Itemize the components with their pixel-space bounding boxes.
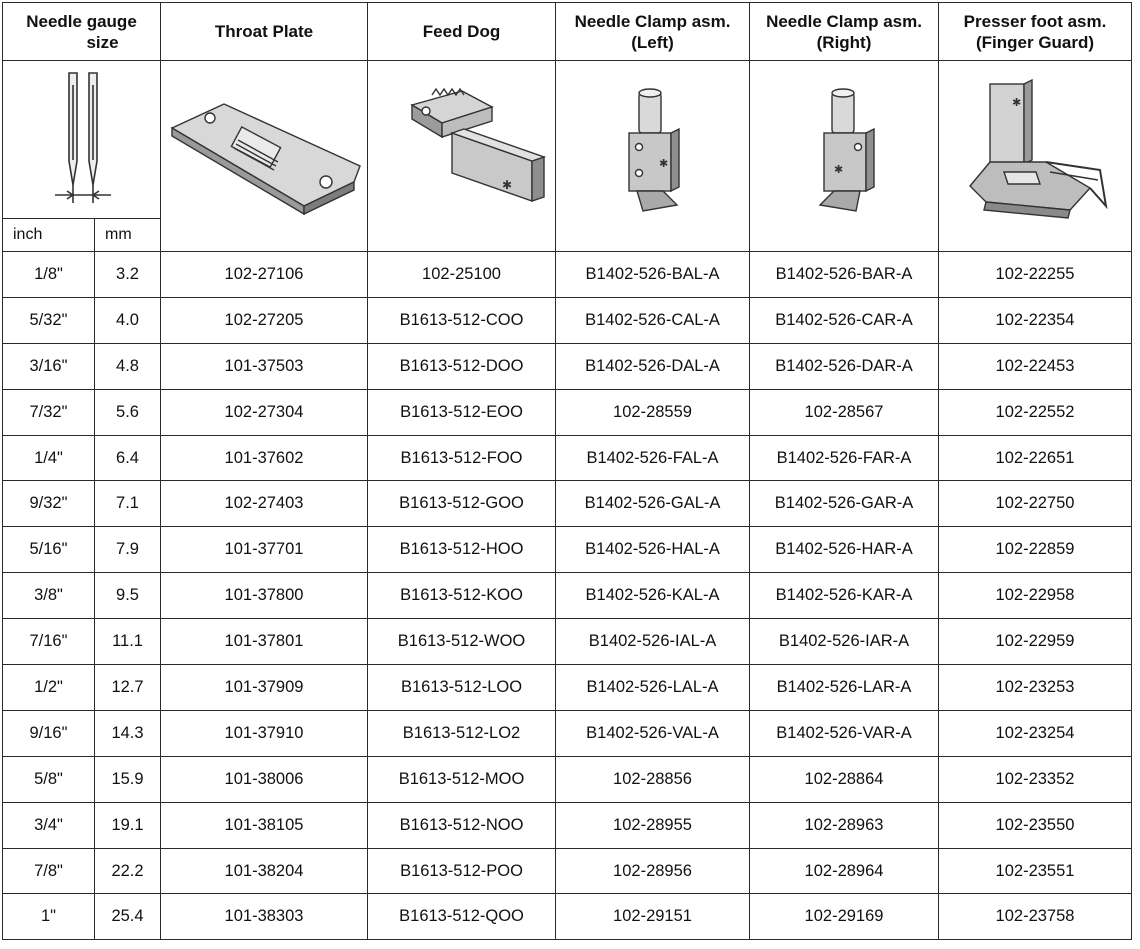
cell-feed-dog: B1613-512-POO — [368, 848, 556, 894]
cell-needle-clamp-left: B1402-526-CAL-A — [556, 297, 750, 343]
header-feed-dog: Feed Dog — [368, 3, 556, 61]
cell-inch: 5/8" — [3, 756, 95, 802]
needle-gauge-icon — [7, 65, 157, 215]
header-needle-clamp-right-line1: Needle Clamp asm. — [766, 11, 922, 31]
cell-inch: 1/8" — [3, 252, 95, 298]
cell-presser-foot: 102-22354 — [939, 297, 1132, 343]
cell-mm: 11.1 — [95, 619, 161, 665]
cell-mm: 12.7 — [95, 665, 161, 711]
cell-needle-clamp-left: B1402-526-KAL-A — [556, 573, 750, 619]
needle-clamp-left-illustration — [556, 61, 750, 252]
cell-presser-foot: 102-23352 — [939, 756, 1132, 802]
feed-dog-icon — [372, 81, 552, 231]
cell-throat-plate: 102-27403 — [161, 481, 368, 527]
throat-plate-icon — [164, 86, 364, 226]
cell-needle-clamp-left: B1402-526-FAL-A — [556, 435, 750, 481]
header-needle-clamp-left-line2: (Left) — [631, 32, 674, 52]
cell-needle-clamp-left: B1402-526-HAL-A — [556, 527, 750, 573]
svg-text:✱: ✱ — [1012, 97, 1022, 109]
header-needle-gauge-line1: Needle gauge — [26, 11, 137, 31]
cell-needle-clamp-left: B1402-526-GAL-A — [556, 481, 750, 527]
table-row — [3, 665, 1132, 711]
cell-presser-foot: 102-23758 — [939, 894, 1132, 940]
cell-needle-clamp-right: B1402-526-KAR-A — [750, 573, 939, 619]
cell-feed-dog: B1613-512-HOO — [368, 527, 556, 573]
cell-mm: 7.9 — [95, 527, 161, 573]
table-row — [3, 435, 1132, 481]
table-row — [3, 252, 1132, 298]
cell-mm: 3.2 — [95, 252, 161, 298]
table-row — [3, 756, 1132, 802]
cell-presser-foot: 102-23253 — [939, 665, 1132, 711]
header-presser-foot — [939, 3, 1132, 61]
table-row — [3, 389, 1132, 435]
cell-throat-plate: 101-38303 — [161, 894, 368, 940]
cell-needle-clamp-right: B1402-526-DAR-A — [750, 343, 939, 389]
header-needle-clamp-right — [750, 3, 939, 61]
cell-presser-foot: 102-23550 — [939, 802, 1132, 848]
cell-feed-dog: B1613-512-GOO — [368, 481, 556, 527]
cell-needle-clamp-left: 102-28559 — [556, 389, 750, 435]
header-needle-gauge-line2: size — [86, 32, 119, 52]
needle-gauge-illustration — [3, 61, 161, 219]
cell-mm: 22.2 — [95, 848, 161, 894]
table-row — [3, 573, 1132, 619]
cell-needle-clamp-right: B1402-526-HAR-A — [750, 527, 939, 573]
cell-mm: 5.6 — [95, 389, 161, 435]
cell-feed-dog: B1613-512-EOO — [368, 389, 556, 435]
cell-throat-plate: 101-38204 — [161, 848, 368, 894]
cell-inch: 7/16" — [3, 619, 95, 665]
cell-throat-plate: 102-27106 — [161, 252, 368, 298]
cell-mm: 6.4 — [95, 435, 161, 481]
cell-needle-clamp-right: 102-28864 — [750, 756, 939, 802]
cell-mm: 25.4 — [95, 894, 161, 940]
cell-throat-plate: 101-38105 — [161, 802, 368, 848]
cell-mm: 14.3 — [95, 710, 161, 756]
cell-mm: 4.0 — [95, 297, 161, 343]
cell-presser-foot: 102-23551 — [939, 848, 1132, 894]
cell-feed-dog: B1613-512-COO — [368, 297, 556, 343]
cell-feed-dog: B1613-512-MOO — [368, 756, 556, 802]
cell-presser-foot: 102-22859 — [939, 527, 1132, 573]
cell-inch: 5/32" — [3, 297, 95, 343]
cell-needle-clamp-right: B1402-526-LAR-A — [750, 665, 939, 711]
cell-throat-plate: 101-37701 — [161, 527, 368, 573]
cell-presser-foot: 102-22651 — [939, 435, 1132, 481]
cell-inch: 3/8" — [3, 573, 95, 619]
cell-feed-dog: B1613-512-LO2 — [368, 710, 556, 756]
cell-inch: 7/32" — [3, 389, 95, 435]
header-needle-clamp-right-line2: (Right) — [816, 32, 872, 52]
header-needle-gauge-size — [3, 3, 161, 61]
cell-presser-foot: 102-22453 — [939, 343, 1132, 389]
needle-clamp-left-icon — [593, 81, 713, 231]
table-row — [3, 710, 1132, 756]
cell-needle-clamp-left: B1402-526-DAL-A — [556, 343, 750, 389]
cell-needle-clamp-right: B1402-526-VAR-A — [750, 710, 939, 756]
cell-needle-clamp-left: B1402-526-IAL-A — [556, 619, 750, 665]
cell-needle-clamp-right: 102-28963 — [750, 802, 939, 848]
cell-needle-clamp-left: B1402-526-VAL-A — [556, 710, 750, 756]
needle-clamp-right-illustration — [750, 61, 939, 252]
cell-throat-plate: 102-27205 — [161, 297, 368, 343]
table-row — [3, 343, 1132, 389]
cell-feed-dog: B1613-512-KOO — [368, 573, 556, 619]
table-row — [3, 848, 1132, 894]
header-row — [3, 3, 1132, 61]
cell-needle-clamp-left: 102-29151 — [556, 894, 750, 940]
cell-inch: 7/8" — [3, 848, 95, 894]
header-needle-clamp-left-line1: Needle Clamp asm. — [574, 11, 731, 31]
cell-feed-dog: B1613-512-LOO — [368, 665, 556, 711]
presser-foot-illustration — [939, 61, 1132, 252]
cell-throat-plate: 101-37801 — [161, 619, 368, 665]
cell-inch: 9/32" — [3, 481, 95, 527]
cell-mm: 19.1 — [95, 802, 161, 848]
cell-inch: 5/16" — [3, 527, 95, 573]
table-row — [3, 297, 1132, 343]
table-row — [3, 894, 1132, 940]
unit-inch-label: inch — [3, 219, 95, 252]
cell-needle-clamp-right: B1402-526-FAR-A — [750, 435, 939, 481]
cell-presser-foot: 102-23254 — [939, 710, 1132, 756]
cell-needle-clamp-right: 102-29169 — [750, 894, 939, 940]
cell-needle-clamp-left: 102-28856 — [556, 756, 750, 802]
cell-mm: 15.9 — [95, 756, 161, 802]
cell-throat-plate: 101-37602 — [161, 435, 368, 481]
svg-text:✱: ✱ — [658, 158, 668, 170]
cell-needle-clamp-right: B1402-526-CAR-A — [750, 297, 939, 343]
throat-plate-illustration — [161, 61, 368, 252]
cell-needle-clamp-left: 102-28955 — [556, 802, 750, 848]
cell-needle-clamp-left: 102-28956 — [556, 848, 750, 894]
cell-feed-dog: 102-25100 — [368, 252, 556, 298]
cell-needle-clamp-right: B1402-526-IAR-A — [750, 619, 939, 665]
cell-needle-clamp-right: 102-28964 — [750, 848, 939, 894]
cell-presser-foot: 102-22959 — [939, 619, 1132, 665]
header-presser-foot-line2: (Finger Guard) — [975, 32, 1095, 52]
cell-presser-foot: 102-22958 — [939, 573, 1132, 619]
cell-throat-plate: 101-37910 — [161, 710, 368, 756]
table-row — [3, 619, 1132, 665]
cell-throat-plate: 101-37909 — [161, 665, 368, 711]
cell-feed-dog: B1613-512-FOO — [368, 435, 556, 481]
cell-presser-foot: 102-22255 — [939, 252, 1132, 298]
feed-dog-illustration — [368, 61, 556, 252]
svg-text:✱: ✱ — [501, 178, 512, 192]
presser-foot-icon — [950, 76, 1120, 236]
cell-needle-clamp-right: 102-28567 — [750, 389, 939, 435]
cell-needle-clamp-left: B1402-526-BAL-A — [556, 252, 750, 298]
cell-inch: 3/16" — [3, 343, 95, 389]
header-presser-foot-line1: Presser foot asm. — [963, 11, 1107, 31]
cell-needle-clamp-left: B1402-526-LAL-A — [556, 665, 750, 711]
cell-throat-plate: 101-37503 — [161, 343, 368, 389]
cell-throat-plate: 101-38006 — [161, 756, 368, 802]
cell-throat-plate: 101-37800 — [161, 573, 368, 619]
cell-mm: 9.5 — [95, 573, 161, 619]
cell-mm: 7.1 — [95, 481, 161, 527]
needle-clamp-right-icon — [784, 81, 904, 231]
header-needle-clamp-left — [556, 3, 750, 61]
cell-needle-clamp-right: B1402-526-GAR-A — [750, 481, 939, 527]
cell-presser-foot: 102-22552 — [939, 389, 1132, 435]
unit-mm-label: mm — [95, 219, 161, 252]
cell-feed-dog: B1613-512-NOO — [368, 802, 556, 848]
cell-mm: 4.8 — [95, 343, 161, 389]
cell-inch: 3/4" — [3, 802, 95, 848]
table-row — [3, 481, 1132, 527]
cell-inch: 1/2" — [3, 665, 95, 711]
table-row — [3, 527, 1132, 573]
cell-presser-foot: 102-22750 — [939, 481, 1132, 527]
cell-feed-dog: B1613-512-DOO — [368, 343, 556, 389]
cell-inch: 1" — [3, 894, 95, 940]
parts-table — [2, 2, 1132, 940]
cell-inch: 9/16" — [3, 710, 95, 756]
svg-text:✱: ✱ — [834, 164, 844, 176]
header-throat-plate: Throat Plate — [161, 3, 368, 61]
cell-inch: 1/4" — [3, 435, 95, 481]
table-row — [3, 802, 1132, 848]
illustration-row — [3, 61, 1132, 219]
cell-needle-clamp-right: B1402-526-BAR-A — [750, 252, 939, 298]
cell-feed-dog: B1613-512-QOO — [368, 894, 556, 940]
cell-feed-dog: B1613-512-WOO — [368, 619, 556, 665]
cell-throat-plate: 102-27304 — [161, 389, 368, 435]
